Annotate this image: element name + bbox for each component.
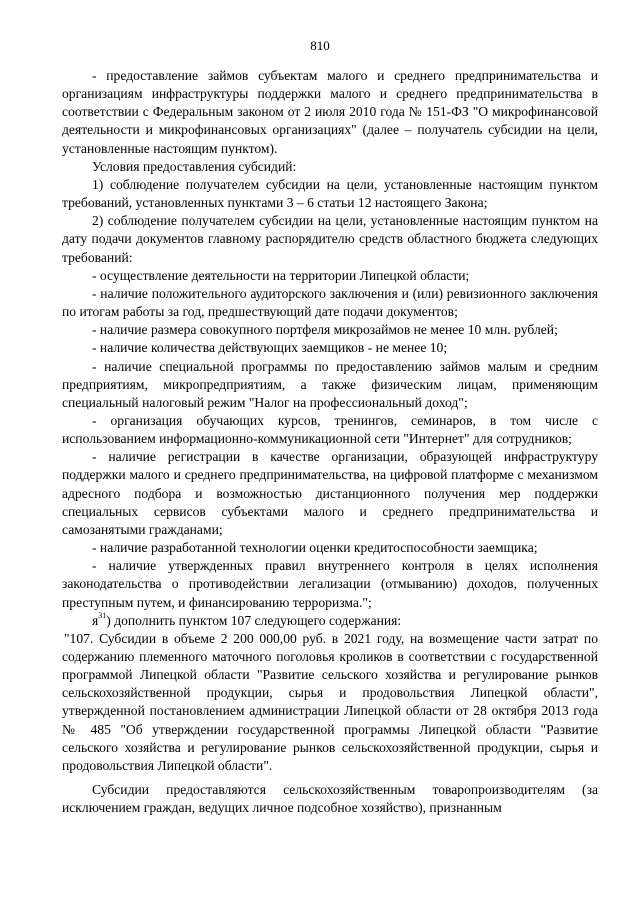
paragraph: - предоставление займов субъектам малого и среднего предпринимательства и организациям инфраструктуры поддержки малого и среднего предпринимательства в соответствии с Федеральным законом от 2 июля 2010 года № 151-ФЗ "О микрофинансовой деятельности и микрофинансовых организациях" (далее – получатель субсидии на цели, установленные настоящим пунктом).	[62, 68, 598, 156]
paragraph: 1) соблюдение получателем субсидии на цели, установленные настоящим пунктом требований, установленных пунктами 3 – 6 статьи 12 настоящего Закона;	[62, 176, 598, 211]
paragraph: - наличие специальной программы по предоставлению займов малым и средним предприятиям, микропредприятиям, а также физическим лицам, применяющим специальный налоговый режим "Налог на профессиональный доход";	[62, 358, 598, 410]
amendment-line	[62, 612, 598, 630]
paragraph: 2) соблюдение получателем субсидии на цели, установленные настоящим пунктом на дату подачи документов главному распорядителю средств областного бюджета следующих требований:	[62, 213, 598, 265]
paragraph: - наличие положительного аудиторского заключения и (или) ревизионного заключения по итогам работы за год, предшествующий дате подачи документов;	[62, 285, 598, 320]
paragraph: Условия предоставления субсидий:	[92, 158, 297, 174]
amendment-superscript: 31	[98, 611, 107, 621]
document-body	[62, 67, 598, 817]
amendment-text: ) дополнить пунктом 107 следующего содержания:	[106, 612, 402, 628]
paragraph-107: "107. Субсидии в объеме 2 200 000,00 руб. в 2021 году, на возмещение части затрат по содержанию племенного маточного поголовья кроликов в соответствии с государственной программой Липецкой области "Развитие сельского хозяйства и регулирование рынков сельскохозяйственной продукции, сырья и продовольствия Липецкой области", утвержденной постановлением администрации Липецкой области от 28 октября 2013 года № 485 "Об утверждении государственной программы Липецкой области "Развитие сельского хозяйства и регулирование рынков сельскохозяйственной продукции, сырья и продовольствия Липецкой области".	[62, 630, 598, 773]
paragraph: - организация обучающих курсов, тренингов, семинаров, в том числе с использованием информационно-коммуникационной сети "Интернет" для сотрудников;	[62, 412, 598, 447]
paragraph: - осуществление деятельности на территории Липецкой области;	[92, 267, 470, 283]
paragraph: - наличие регистрации в качестве организации, образующей инфраструктуру поддержки малого и среднего предпринимательства, на цифровой платформе с механизмом адресного подбора и возможностью дистанционного получения мер поддержки специальных сервисов субъектами малого и среднего предпринимательства и самозанятыми гражданами;	[62, 449, 598, 537]
page-number: 810	[310, 38, 330, 53]
paragraph: - наличие количества действующих заемщиков - не менее 10;	[92, 340, 448, 356]
paragraph: - наличие утвержденных правил внутреннего контроля в целях исполнения законодательства о противодействии легализации (отмыванию) доходов, полученных преступным путем, и финансированию терроризма.";	[62, 558, 598, 610]
amendment-letter: я	[92, 612, 99, 628]
paragraph: Субсидии предоставляются сельскохозяйственным товаропроизводителям (за исключением граждан, ведущих личное подсобное хозяйство), признанным	[62, 782, 598, 816]
paragraph: - наличие разработанной технологии оценки кредитоспособности заемщика;	[92, 540, 538, 556]
paragraph: - наличие размера совокупного портфеля микрозаймов не менее 10 млн. рублей;	[92, 322, 558, 338]
